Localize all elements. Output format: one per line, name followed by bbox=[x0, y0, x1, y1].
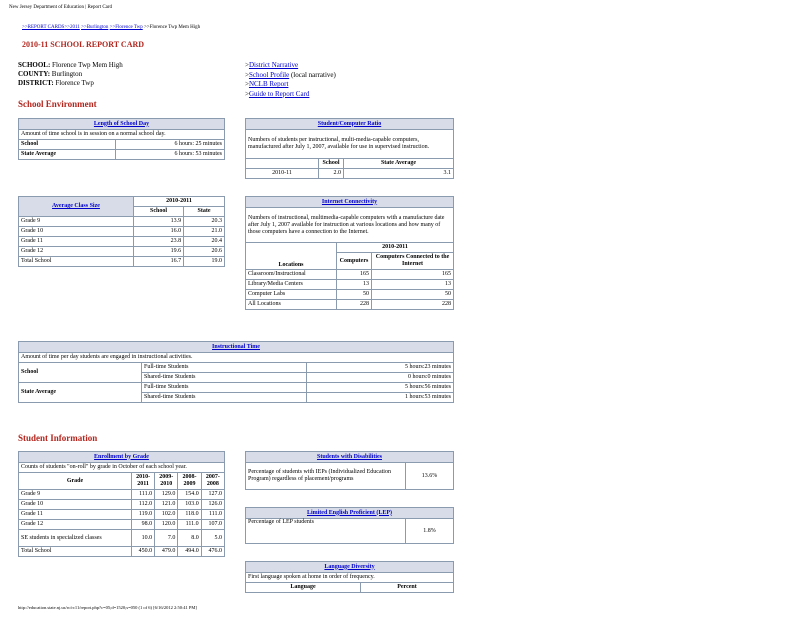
student-computer-ratio-table: Student/Computer Ratio Numbers of students per instructional, multi-media-capable computers, manufactured after July 1, 2007, available for use in supervised instruction. School State Average 2010-11 2.0 3.1 bbox=[245, 118, 454, 179]
report-links: >District Narrative >School Profile (local narrative) >NCLB Report >Guide to Report Card bbox=[245, 61, 336, 98]
section-student-information: Student Information bbox=[18, 433, 98, 443]
crumb-burlington[interactable]: >>Burlington bbox=[81, 25, 109, 30]
lep-caption[interactable]: Limited English Proficient (LEP) bbox=[246, 508, 454, 519]
crumb-current: >>Florence Twp Mem High bbox=[143, 25, 201, 30]
table-row: Total School 450.0 479.0 494.0 476.0 bbox=[19, 547, 225, 557]
instructional-time-table: Instructional Time Amount of time per day students are engaged in instructional activities. School Full-time Students 5 hours:23 minutes Shared-time Students 0 hours:0 minutes State Average Full-time Students 5 hours:56 minutes Shared-time Students 1 hours:53 minutes bbox=[18, 341, 454, 403]
table-row: Grade 9 111.0 129.0 154.0 127.0 bbox=[19, 490, 225, 500]
table-row: Percentage of LEP students 1.8% bbox=[246, 519, 454, 544]
average-class-size-table: Average Class Size 2010-2011 School State Grade 9 13.9 20.3 Grade 10 16.0 21.0 Grade 11 23.8 20.4 Grade 12 19.6 20.6 Total School 16.7 19.0 bbox=[18, 196, 225, 267]
enrollment-by-grade-table: Enrollment by Grade Counts of students "on-roll" by grade in October of each school year. Grade 2010-2011 2009-2010 2008-2009 2007-2008 Grade 9 111.0 129.0 154.0 127.0 Grade 10 112.0 121.0 103.0 126.0 Grade 11 119.0 102.0 118.0 111.0 Grade 12 98.0 120.0 111.0 107.0 SE students in specialized classes 10.0 7.0 8.0 5.0 Total School 450.0 479.0 494.0 476.0 bbox=[18, 451, 225, 557]
link-guide[interactable]: Guide to Report Card bbox=[248, 89, 310, 98]
table-row: 2010-11 2.0 3.1 bbox=[246, 169, 454, 179]
table-row: Grade 10 112.0 121.0 103.0 126.0 bbox=[19, 500, 225, 510]
instr-time-caption[interactable]: Instructional Time bbox=[19, 342, 454, 353]
table-row: State Average Full-time Students 5 hours:56 minutes bbox=[19, 383, 454, 393]
table-row: Grade 12 19.6 20.6 bbox=[19, 247, 225, 257]
language-caption[interactable]: Language Diversity bbox=[246, 562, 454, 573]
students-with-disabilities-table bbox=[245, 451, 454, 490]
table-row: State Average 6 hours: 53 minutes bbox=[19, 150, 225, 160]
school-info: SCHOOL: Florence Twp Mem High COUNTY: Burlington DISTRICT: Florence Twp bbox=[18, 61, 123, 87]
breadcrumb bbox=[22, 25, 200, 30]
internet-connectivity-table: Internet Connectivity Numbers of instructional, multimedia-capable computers with a manufacture date after July 1, 2007 available for instruction at various locations and how many of those computers have a connection to the Internet. Locations 2010-2011 Computers Computers Connected to the Internet Classroom/Instructional 165 165 Library/Media Centers 13 13 Computer Labs 50 50 All Locations 228 228 bbox=[245, 196, 454, 310]
internet-caption[interactable]: Internet Connectivity bbox=[246, 197, 454, 208]
table-row: Grade 11 23.8 20.4 bbox=[19, 237, 225, 247]
length-of-school-day-table: Length of School Day Amount of time school is in session on a normal school day. School 6 hours: 25 minutes State Average 6 hours: 53 minutes bbox=[18, 118, 225, 160]
table-row: All Locations 228 228 bbox=[246, 300, 454, 310]
link-nclb-report[interactable]: NCLB Report bbox=[248, 80, 289, 88]
table-row: Total School 16.7 19.0 bbox=[19, 257, 225, 267]
table-row: SE students in specialized classes 10.0 7.0 8.0 5.0 bbox=[19, 530, 225, 547]
page-header: New Jersey Department of Education | Report Card bbox=[9, 5, 113, 10]
table-row: School Full-time Students 5 hours:23 minutes bbox=[19, 363, 454, 373]
table-row: Grade 10 16.0 21.0 bbox=[19, 227, 225, 237]
enrollment-caption[interactable]: Enrollment by Grade bbox=[19, 452, 225, 463]
table-row: Grade 9 13.9 20.3 bbox=[19, 217, 225, 227]
link-district-narrative[interactable]: District Narrative bbox=[248, 61, 299, 69]
table-row: Library/Media Centers 13 13 bbox=[246, 280, 454, 290]
table-row: School 6 hours: 25 minutes bbox=[19, 140, 225, 150]
table-row: Percentage of students with IEPs (Individualized Education Program) regardless of placement/programs 13.6% bbox=[246, 463, 454, 490]
crumb-report-cards[interactable]: >>REPORT CARDS bbox=[22, 25, 65, 30]
table-row: Grade 12 98.0 120.0 111.0 107.0 bbox=[19, 520, 225, 530]
crumb-florence-twp[interactable]: >>Florence Twp bbox=[109, 25, 143, 30]
ratio-caption[interactable]: Student/Computer Ratio bbox=[246, 119, 454, 130]
length-day-caption[interactable]: Length of School Day bbox=[19, 119, 225, 130]
section-school-environment: School Environment bbox=[18, 99, 97, 109]
crumb-2011[interactable]: >>2011 bbox=[64, 25, 80, 30]
page-footer: http://education.state.nj.us/rc/rc11/report.php?c=05;d=1520;s=050 (1 of 6) [6/16/2012 2:50:41 PM] bbox=[18, 605, 197, 610]
district-name: Florence Twp bbox=[55, 79, 94, 87]
class-size-caption[interactable]: Average Class Size bbox=[19, 197, 134, 217]
disabilities-caption[interactable]: Students with Disabilities bbox=[246, 452, 454, 463]
table-row: Classroom/Instructional 165 165 bbox=[246, 270, 454, 280]
language-diversity-table: Language Diversity First language spoken at home in order of frequency. Language Percent bbox=[245, 561, 454, 593]
link-school-profile[interactable]: School Profile bbox=[248, 70, 290, 79]
table-row: Shared-time Students 0 hours:0 minutes bbox=[19, 373, 454, 383]
school-name: Florence Twp Mem High bbox=[52, 61, 123, 69]
table-row: Grade 11 119.0 102.0 118.0 111.0 bbox=[19, 510, 225, 520]
page-title: 2010-11 SCHOOL REPORT CARD bbox=[22, 40, 145, 49]
table-row: Computer Labs 50 50 bbox=[246, 290, 454, 300]
table-row: Shared-time Students 1 hours:53 minutes bbox=[19, 393, 454, 403]
lep-table bbox=[245, 507, 454, 544]
county-name: Burlington bbox=[51, 70, 83, 78]
